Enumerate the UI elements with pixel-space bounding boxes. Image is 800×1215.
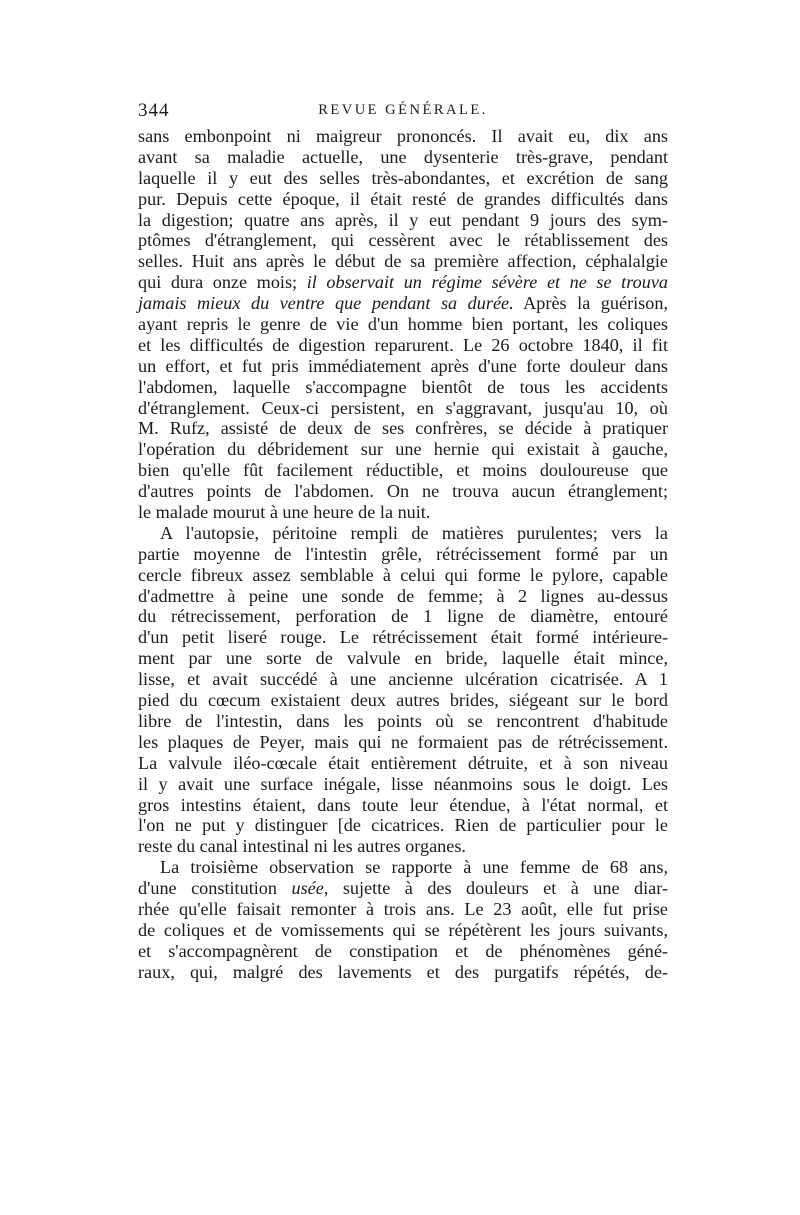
text-line [138,648,668,669]
text-segment: l'on ne put y distinguer [de cicatrices. Rien de particulier pour le [138,815,668,836]
text-segment: un effort, et fut pris immédiatement après d'une forte douleur dans [138,355,668,376]
text-line [138,711,668,732]
text-segment: pied du cœcum existaient deux autres brides, siégeant sur le bord [138,690,668,711]
text-segment: qui dura onze mois; [138,272,307,293]
text-line [138,815,668,836]
text-segment: partie moyenne de l'intestin grêle, rétrécissement formé par un [138,543,668,564]
text-segment: rhée qu'elle faisait remonter à trois ans. Le 23 août, elle fut prise [138,898,668,919]
text-line [138,857,668,878]
text-segment: d'admettre à peine une sonde de femme; à 2 lignes au-dessus [138,585,668,606]
text-segment: l'abdomen, laquelle s'accompagne bientôt de tous les accidents [138,376,668,397]
text-line [138,418,668,439]
text-segment: gros intestins étaient, dans toute leur étendue, à l'état normal, et [138,794,668,815]
text-line [138,502,668,523]
text-line [138,189,668,210]
running-head: REVUE GÉNÉRALE. [318,102,488,118]
text-segment: A l'autopsie, péritoine rempli de matières purulentes; vers la [160,522,668,543]
text-segment: lisse, et avait succédé à une ancienne ulcération cicatrisée. A 1 [138,669,668,690]
text-line [138,460,668,481]
text-segment: d'une constitution [138,878,292,899]
text-line [138,941,668,962]
text-line [138,314,668,335]
text-segment: sujette à des douleurs et à une diar- [328,878,668,899]
text-segment: d'étranglement. Ceux-ci persistent, en s'aggravant, jusqu'au 10, où [138,397,668,418]
text-segment: et s'accompagnèrent de constipation et de phénomènes géné- [138,940,668,961]
text-line [138,398,668,419]
text-segment: la digestion; quatre ans après, il y eut pendant 9 jours des sym- [138,209,668,230]
text-line [138,293,668,314]
text-line [138,565,668,586]
text-segment: bien qu'elle fût facilement réductible, et moins douloureuse que [138,460,668,481]
text-segment: ptômes d'étranglement, qui cessèrent avec le rétablissement des [138,230,668,251]
text-segment: avant sa maladie actuelle, une dysenterie très-grave, pendant [138,146,668,167]
text-segment: du rétrecissement, perforation de 1 ligne de diamètre, entouré [138,606,668,627]
text-segment: pur. Depuis cette époque, il était resté de grandes difficultés dans [138,188,668,209]
text-line [138,836,668,857]
text-segment: le malade mourut à une heure de la nuit. [138,502,431,523]
text-line [138,774,668,795]
text-segment: Après la guérison, [513,293,668,314]
text-segment: M. Rufz, assisté de deux de ses confrères, se décide à pratiquer [138,418,668,439]
text-segment: laquelle il y eut des selles très-abondantes, et excrétion de sang [138,167,668,188]
text-segment: ayant repris le genre de vie d'un homme bien portant, les coliques [138,314,668,335]
text-line [138,920,668,941]
text-segment: selles. Huit ans après le début de sa première affection, céphalalgie [138,251,668,272]
text-segment: d'autres points de l'abdomen. On ne trouva aucun étranglement; [138,481,668,502]
text-line [138,168,668,189]
document-page [138,100,668,983]
text-line [138,669,668,690]
text-line [138,272,668,293]
italic-segment: jamais mieux du ventre que pendant sa durée. [138,293,514,314]
text-segment: de coliques et de vomissements qui se répétèrent les jours suivants, [138,919,668,940]
text-line [138,586,668,607]
text-segment: et les difficultés de digestion reparurent. Le 26 octobre 1840, il fit [138,334,668,355]
text-segment: cercle fibreux assez semblable à celui qui forme le pylore, capable [138,564,668,585]
text-line [138,335,668,356]
text-line [138,439,668,460]
text-line [138,251,668,272]
text-segment: libre de l'intestin, dans les points où se rencontrent d'habitude [138,710,668,731]
page-number: 344 [138,100,170,121]
italic-segment: usée, [291,878,329,899]
text-line [138,230,668,251]
text-line [138,356,668,377]
body-text [138,126,668,983]
text-segment: il y avait une surface inégale, lisse néanmoins sous le doigt. Les [138,773,668,794]
text-segment: reste du canal intestinal ni les autres organes. [138,836,466,857]
text-segment: La troisième observation se rapporte à une femme de 68 ans, [160,857,668,878]
text-line [138,732,668,753]
text-segment: les plaques de Peyer, mais qui ne formaient pas de rétrécissement. [138,731,668,752]
text-line [138,962,668,983]
italic-segment: il observait un régime sévère et ne se trouva [306,272,668,293]
text-segment: d'un petit liseré rouge. Le rétrécissement était formé intérieure- [138,627,668,648]
text-line [138,147,668,168]
text-segment: raux, qui, malgré des lavements et des purgatifs répétés, de- [138,961,668,982]
text-line [138,481,668,502]
text-line [138,210,668,231]
text-segment: La valvule iléo-cœcale était entièrement détruite, et à son niveau [138,752,668,773]
text-segment: sans embonpoint ni maigreur prononcés. Il avait eu, dix ans [138,126,668,146]
text-line [138,878,668,899]
text-line [138,690,668,711]
text-segment: l'opération du débridement sur une hernie qui existait à gauche, [138,439,668,460]
text-line [138,606,668,627]
text-line [138,627,668,648]
text-line [138,126,668,147]
text-segment: ment par une sorte de valvule en bride, laquelle était mince, [138,648,668,669]
page-header [138,100,668,124]
text-line [138,523,668,544]
text-line [138,377,668,398]
text-line [138,544,668,565]
text-line [138,753,668,774]
text-line [138,795,668,816]
text-line [138,899,668,920]
